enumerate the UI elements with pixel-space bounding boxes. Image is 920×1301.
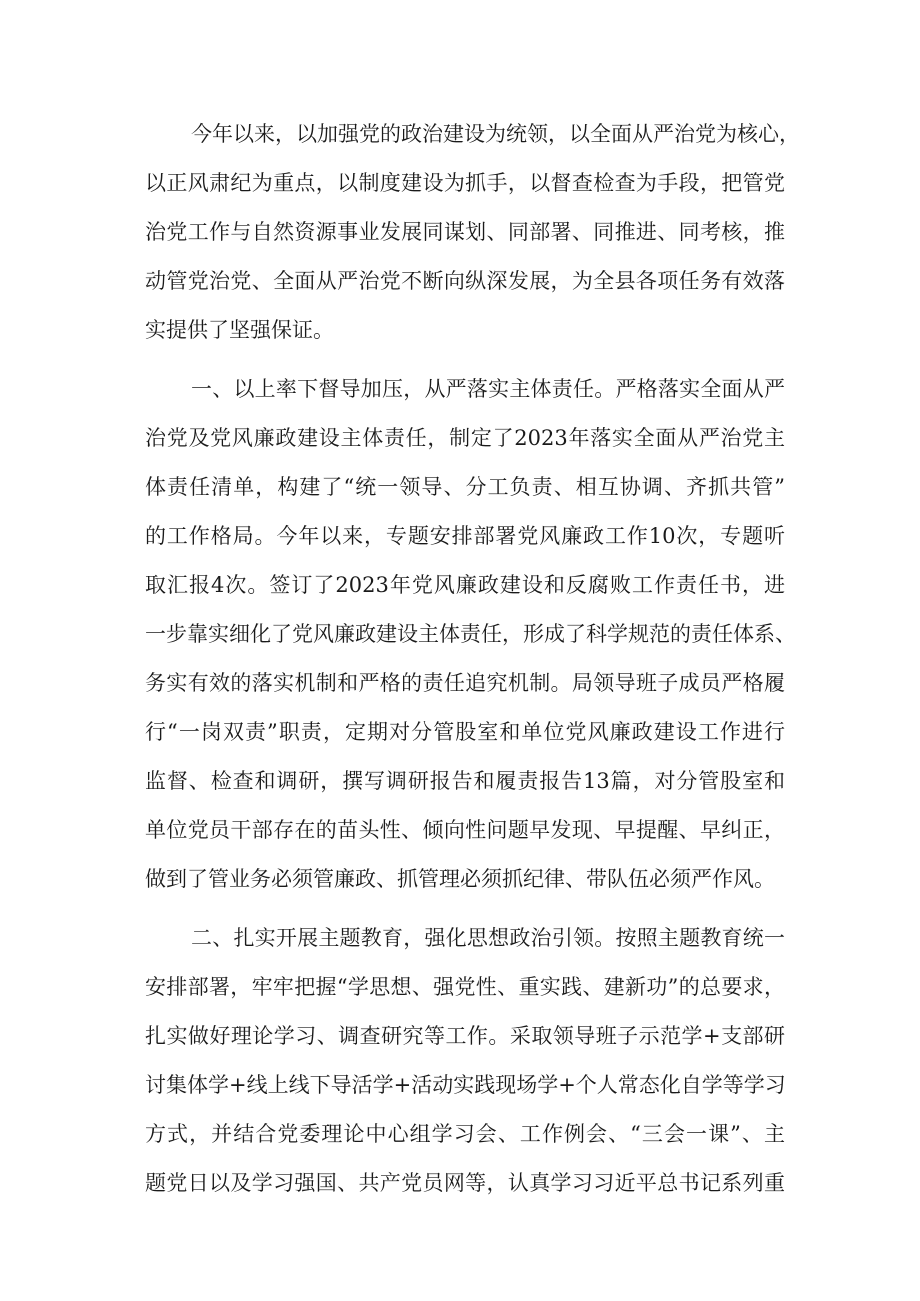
paragraph-line: 实提供了坚强保证。: [145, 318, 334, 342]
document-body: [145, 110, 800, 1218]
paragraph-line: 一、以上率下督导加压，从严落实主体责任。严格落实全面从严: [191, 377, 785, 401]
paragraph-line: 治党及党风廉政建设主体责任，制定了2023年落实全面从严治党主: [145, 426, 785, 450]
paragraph-line: 安排部署，牢牢把握“学思想、强党性、重实践、建新功”的总要求，: [145, 975, 785, 999]
paragraph-line: 题党日以及学习强国、共产党员网等，认真学习习近平总书记系列重: [145, 1171, 785, 1195]
paragraph-line: 做到了管业务必须管廉政、抓管理必须抓纪律、带队伍必须严作风。: [145, 867, 775, 891]
paragraph-line: 务实有效的落实机制和严格的责任追究机制。局领导班子成员严格履: [145, 671, 785, 695]
paragraph-line: 治党工作与自然资源事业发展同谋划、同部署、同推进、同考核，推: [145, 220, 785, 244]
paragraph-line: 动管党治党、全面从严治党不断向纵深发展，为全县各项任务有效落: [145, 269, 785, 293]
paragraph-line: 今年以来，以加强党的政治建设为统领，以全面从严治党为核心，: [191, 122, 800, 146]
paragraph-line: 讨集体学+线上线下导活学+活动实践现场学+个人常态化自学等学习: [145, 1073, 786, 1097]
paragraph-line: 扎实做好理论学习、调查研究等工作。采取领导班子示范学+支部研: [145, 1024, 785, 1048]
paragraph-line: 一步靠实细化了党风廉政建设主体责任，形成了科学规范的责任体系、: [145, 622, 796, 646]
paragraph-line: 以正风肃纪为重点，以制度建设为抓手，以督查检查为手段，把管党: [145, 171, 785, 195]
paragraph-line: 监督、检查和调研，撰写调研报告和履责报告13篇，对分管股室和: [145, 769, 785, 793]
paragraph-line: 的工作格局。今年以来，专题安排部署党风廉政工作10次，专题听: [145, 524, 785, 548]
paragraph-line: 方式，并结合党委理论中心组学习会、工作例会、“三会一课”、主: [145, 1122, 785, 1146]
paragraph-line: 行“一岗双责”职责，定期对分管股室和单位党风廉政建设工作进行: [145, 720, 785, 744]
paragraph-line: 取汇报4次。签订了2023年党风廉政建设和反腐败工作责任书，进: [145, 573, 785, 597]
paragraph-section-one: [145, 365, 796, 904]
paragraph-section-two: [145, 914, 785, 1208]
paragraph-line: 单位党员干部存在的苗头性、倾向性问题早发现、早提醒、早纠正，: [145, 818, 785, 842]
paragraph-intro: [145, 110, 800, 355]
paragraph-line: 体责任清单，构建了“统一领导、分工负责、相互协调、齐抓共管”: [145, 475, 785, 499]
paragraph-line: 二、扎实开展主题教育，强化思想政治引领。按照主题教育统一: [191, 926, 785, 950]
